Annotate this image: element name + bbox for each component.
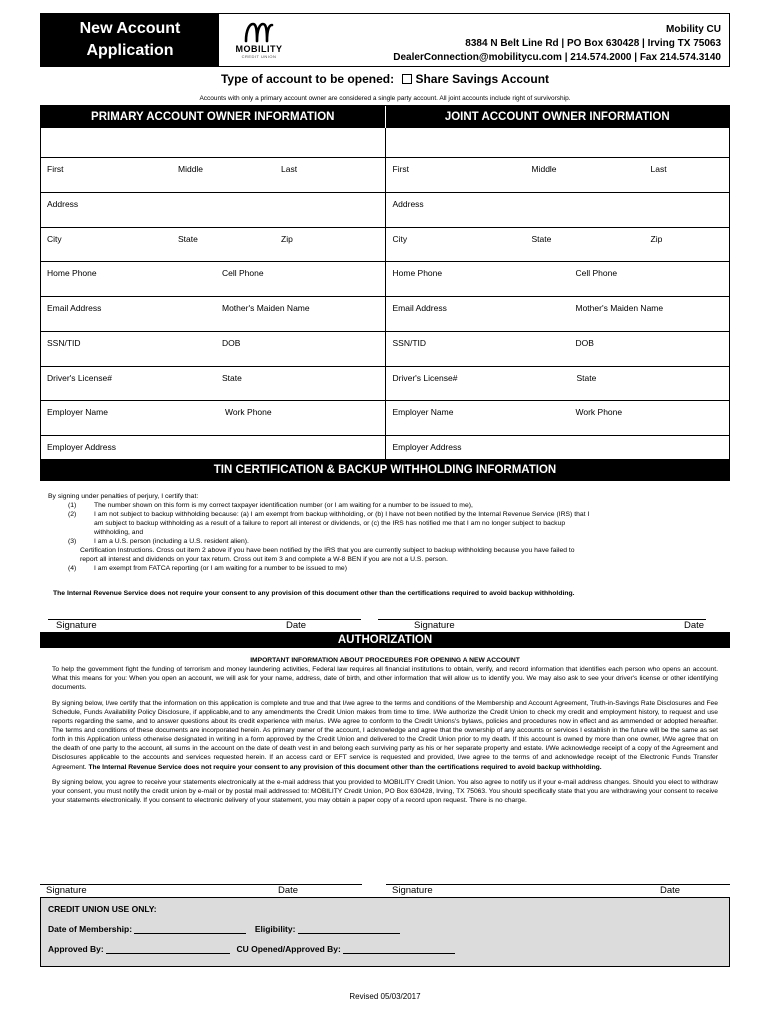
- irs-consent-note: The Internal Revenue Service does not require your consent to any provision of this document other than the certifications required to avoid backup withholding.: [53, 590, 575, 597]
- membership-eligibility-row: [48, 924, 400, 934]
- license-label: Driver's License#: [392, 372, 458, 383]
- primary-city-row[interactable]: [41, 228, 385, 263]
- approved-by-label: Approved By:: [48, 944, 104, 954]
- account-type-option: Share Savings Account: [415, 72, 550, 86]
- joint-name-row[interactable]: [386, 158, 730, 193]
- joint-email-row[interactable]: [386, 297, 730, 332]
- maiden-name-label: Mother's Maiden Name: [222, 303, 310, 313]
- first-label: First: [392, 164, 410, 174]
- dob-label: DOB: [222, 337, 241, 348]
- joint-employer-row[interactable]: [386, 401, 730, 436]
- primary-employer-row[interactable]: [41, 401, 385, 436]
- approval-row: [48, 944, 455, 954]
- membership-date-label: Date of Membership:: [48, 924, 133, 934]
- cell-phone-label: Cell Phone: [575, 268, 618, 279]
- tin-item-1: (1) The number shown on this form is my correct taxpayer identification number (or I am waiting for a number to be issued to me),: [68, 502, 473, 509]
- email-label: Email Address: [392, 303, 447, 313]
- credit-union-logo: [219, 14, 299, 66]
- tin-item-3: (3) I am a U.S. person (including a U.S. resident alien).: [68, 538, 249, 545]
- cell-phone-label: Cell Phone: [222, 268, 264, 279]
- joint-address-row[interactable]: [386, 193, 730, 228]
- primary-license-row[interactable]: [41, 367, 385, 402]
- credit-union-use-box: [40, 897, 730, 967]
- tin-item-2-cont: am subject to backup withholding as a result of a failure to report all interest or dividends, or (c) the IRS has notified me that I am no longer subject to backup: [94, 520, 566, 527]
- zip-label: Zip: [281, 233, 293, 244]
- signature-label: Signature: [414, 620, 455, 631]
- last-label: Last: [650, 164, 667, 174]
- home-phone-label: Home Phone: [47, 268, 97, 279]
- ssn-label: SSN/TID: [392, 337, 427, 348]
- approved-by-field[interactable]: [106, 945, 230, 954]
- survivorship-note: Accounts with only a primary account owner are considered a single party account. All joint accounts include right of survivorship.: [199, 95, 571, 102]
- work-phone-label: Work Phone: [575, 407, 623, 418]
- joint-phone-row[interactable]: [386, 262, 730, 297]
- email-label: Email Address: [47, 303, 102, 313]
- maiden-name-label: Mother's Maiden Name: [575, 303, 664, 313]
- tin-heading: TIN CERTIFICATION & BACKUP WITHHOLDING INFORMATION: [40, 459, 730, 481]
- date-label: Date: [278, 885, 299, 896]
- date-label: Date: [660, 885, 681, 896]
- revision-date: Revised 05/03/2017: [349, 992, 421, 1001]
- form-header: [40, 13, 730, 67]
- middle-label: Middle: [531, 164, 557, 174]
- primary-name-row[interactable]: [41, 158, 385, 193]
- eligibility-label: Eligibility:: [254, 924, 296, 934]
- joint-owner-heading: JOINT ACCOUNT OWNER INFORMATION: [385, 106, 730, 128]
- state-label: State: [178, 233, 198, 244]
- account-type-line: [40, 72, 730, 86]
- last-label: Last: [281, 164, 298, 174]
- work-phone-label: Work Phone: [225, 407, 272, 418]
- form-title: [41, 14, 219, 66]
- agreement-paragraph: By signing below, I/we certify that the information on this application is complete and true and that I/we agree to the terms and conditions of the Membership and Account Agreement, Truth-in-Savings Rate Disclosures and Fee Schedule, Funds Availability Policy Disclosure, if applicable,and to any amendments the Credit Union makes from time to time. I/We authorize the Credit Union to check my credit and employment history, to request and use reports regarding the same, and to answer questions about its credit experience with me/us. I/We agree to conform to the Credit Unions's bylaws, policies and procedures now in effect and as ammended or adopted hereafter. The terms and conditions of these documents are incorporated herein. As primary owner of the account, I acknowledge and agree that the ownership of any accounts or services I establish in the future will be the same as set forth in this Application unless otherwise designated in writing in a form approved by the Credit Union and delivered to the Credit Union prior to my death. If this account is owned by more than one owner, I/We agree that on the death of one party to the account, all sums in the account on the date of death vest in and belong each surviving party as his or her separate property and estate. I/We acknowledge receipt of a copy of the Agreement and Disclosures applicable to the accounts and services requested herein. If an access card or EFT service is requested and provided, I/we agree to the terms of and acknowledge receipt of the Electronic Funds Transfer Agreement. The Internal Revenue Service does not require your consent to any provision of this document other than the certifications required to avoid backup withholding.: [52, 699, 718, 771]
- cu-opened-field[interactable]: [343, 945, 455, 954]
- logo-name: MOBILITY: [235, 44, 283, 54]
- dob-label: DOB: [575, 337, 594, 348]
- employer-address-label: Employer Address: [47, 442, 116, 452]
- middle-label: Middle: [178, 164, 204, 174]
- license-state-label: State: [222, 372, 242, 383]
- org-contact: DealerConnection@mobilitycu.com | 214.574.2000 | Fax 214.574.3140: [393, 52, 721, 63]
- contact-info: [299, 14, 729, 66]
- eligibility-field[interactable]: [298, 925, 400, 934]
- state-label: State: [531, 233, 552, 244]
- city-label: City: [47, 233, 62, 244]
- membership-date-field[interactable]: [134, 925, 246, 934]
- important-information-title: IMPORTANT INFORMATION ABOUT PROCEDURES FOR OPENING A NEW ACCOUNT: [250, 657, 520, 664]
- employer-address-label: Employer Address: [392, 442, 462, 452]
- primary-email-row[interactable]: [41, 297, 385, 332]
- primary-owner-column: [41, 128, 385, 471]
- owner-information-section: [40, 105, 730, 472]
- tin-certification-text: [48, 492, 722, 573]
- credit-union-use-heading: CREDIT UNION USE ONLY:: [48, 904, 157, 914]
- address-label: Address: [392, 198, 424, 209]
- first-label: First: [47, 164, 64, 174]
- employer-label: Employer Name: [47, 407, 108, 418]
- joint-owner-column: [385, 128, 730, 471]
- primary-address-row[interactable]: [41, 193, 385, 228]
- license-state-label: State: [576, 372, 597, 383]
- estatement-paragraph: By signing below, you agree to receive your statements electronically at the e-mail address that you provided to MOBILITY Credit Union. You also agree to notify us if your e-mail address changes. Should you elect to withdraw your consent, you must notify the credit union by e-mail or by postal mail addressed to: MOBILITY Credit Union, PO Box 630428, Irving, TX 75063. You should specifically state that you are withdrawing your consent to receive your statements electronically. If you consent to electronic delivery of your statement, you may obtain a paper copy of a record upon request. There is no charge.: [52, 779, 718, 805]
- joint-name-entry[interactable]: [386, 128, 730, 158]
- org-address: 8384 N Belt Line Rd | PO Box 630428 | Irving TX 75063: [465, 38, 721, 49]
- primary-ssn-row[interactable]: [41, 332, 385, 367]
- authorization-heading: AUTHORIZATION: [40, 632, 730, 648]
- tin-intro: By signing under penalties of perjury, I certify that:: [48, 493, 199, 500]
- form-title-line1: New Account: [79, 20, 181, 37]
- tin-item-4: (4) I am exempt from FATCA reporting (or I am waiting for a number to be issued to me): [68, 565, 347, 572]
- address-label: Address: [47, 198, 79, 209]
- certification-instructions: Certification Instructions. Cross out item 2 above if you have been notified by the IRS that you are currently subject to backup withholding because you have failed to: [80, 547, 575, 554]
- account-type-label: Type of account to be opened:: [220, 72, 395, 86]
- joint-ssn-row[interactable]: [386, 332, 730, 367]
- zip-label: Zip: [650, 233, 663, 244]
- date-label: Date: [286, 620, 307, 631]
- tin-item-2-cont2: withholding, and: [94, 529, 144, 536]
- mobility-logo-icon: [242, 21, 276, 43]
- tin-item-2: (2) I am not subject to backup withholding because: (a) I am exempt from backup withholding, or (b) I have not been notified by the Internal Revenue Service (IRS) that I: [68, 511, 590, 518]
- patriot-act-paragraph: To help the government fight the funding of terrorism and money laundering activities, Federal law requires all financial institutions to obtain, verify, and record information that identifies each person who opens an account. What this means for you: When you open an account, we will ask for your name, address, date of birth, and other information that will allow us to identify you. We may also ask to see your driver's license or other identifying documents.: [52, 666, 718, 692]
- form-title-line2: Application: [86, 42, 174, 59]
- authorization-text: [52, 656, 718, 812]
- license-label: Driver's License#: [47, 372, 112, 383]
- ssn-label: SSN/TID: [47, 337, 81, 348]
- cu-opened-label: CU Opened/Approved By:: [236, 944, 341, 954]
- primary-owner-heading: PRIMARY ACCOUNT OWNER INFORMATION: [41, 106, 385, 128]
- joint-license-row[interactable]: [386, 367, 730, 402]
- home-phone-label: Home Phone: [392, 268, 443, 279]
- auth-signature-line-1[interactable]: [40, 884, 362, 885]
- joint-city-row[interactable]: [386, 228, 730, 263]
- date-label: Date: [684, 620, 705, 631]
- certification-instructions-cont: report all interest and dividends on your tax return. Cross out item 3 and complete a W-8 BEN if you are not a U.S. person.: [80, 556, 448, 563]
- share-savings-checkbox[interactable]: [402, 74, 412, 84]
- city-label: City: [392, 233, 408, 244]
- employer-label: Employer Name: [392, 407, 454, 418]
- primary-name-entry[interactable]: [41, 128, 385, 158]
- logo-subtitle: CREDIT UNION: [241, 54, 277, 59]
- signature-label: Signature: [392, 885, 433, 896]
- org-name: Mobility CU: [666, 24, 721, 35]
- signature-label: Signature: [46, 885, 87, 896]
- primary-phone-row[interactable]: [41, 262, 385, 297]
- signature-label: Signature: [56, 620, 97, 631]
